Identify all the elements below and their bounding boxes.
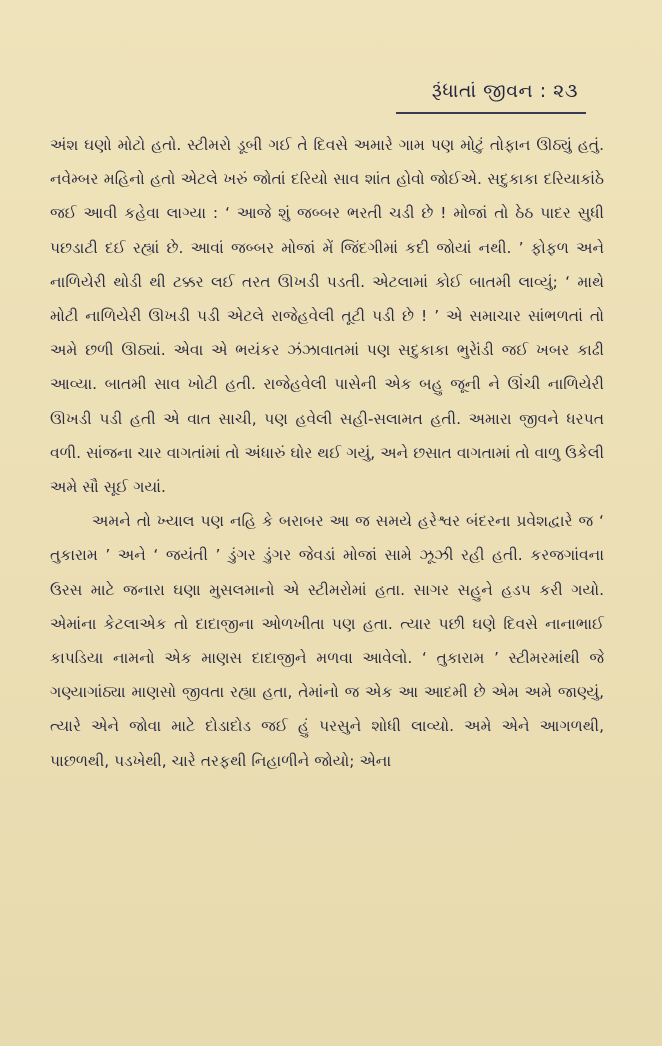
running-head: રૂંધાતાં જીવન : ૨૩ (431, 80, 578, 102)
paragraph-2: અમને તો ખ્યાલ પણ નહિ કે બરાબર આ જ સમયે હરેશ્વર બંદરના પ્રવેશદ્વારે જ ‘ તુકારામ ’ અને ‘ જયંતી ’ ડુંગર ડુંગર જેવડાં મોજાં સામે ઝૂઝી રહી હતી. કરજગાંવના ઉરસ માટે જનારા ઘણા મુસલમાનો એ સ્ટીમરોમાં હતા. સાગર સહુને હડપ કરી ગયો. એમાંના કેટલાએક તો દાદાજીના ઓળખીતા પણ હતા. ત્યાર પછી ઘણે દિવસે નાનાભાઈ કાપડિયા નામનો એક માણસ દાદાજીને મળવા આવેલો. ‘ તુકારામ ’ સ્ટીમરમાંથી જે ગણ્યાગાંઠ્યા માણસો જીવતા રહ્યા હતા, તેમાંનો જ એક આ આદમી છે એમ અમે જાણ્યું, ત્યારે એને જોવા માટે દોડાદોડ જઈ હું પરસુને શોધી લાવ્યો. અમે એને આગળથી, પાછળથી, પડખેથી, ચારે તરફથી નિહાળીને જોયો; એના (50, 512, 604, 770)
body-text (50, 128, 604, 778)
header-rule (396, 112, 586, 114)
paragraph-1: અંશ ઘણો મોટો હતો. સ્ટીમરો ડૂબી ગઈ તે દિવસે અમારે ગામ પણ મોટું તોફાન ઊઠ્યું હતું. નવેમ્બર મહિનો હતો એટલે ખરું જોતાં દરિયો સાવ શાંત હોવો જોઈએ. સદુકાકા દરિયાકાંઠે જઈ આવી કહેવા લાગ્યા : ‘ આજે શું જબ્બર ભરતી ચડી છે ! મોજાં તો ઠેઠ પાદર સુધી પછડાટી દઈ રહ્યાં છે. આવાં જબ્બર મોજાં મેં જિંદગીમાં કદી જોયાં નથી. ’ ફોફળ અને નાળિયેરી થોડી થી ટક્કર લઈ તરત ઊખડી પડતી. એટલામાં કોઈ બાતમી લાવ્યું; ‘ માથે મોટી નાળિયેરી ઊખડી પડી એટલે રાજેહવેલી તૂટી પડી છે ! ’ એ સમાચાર સાંભળતાં તો અમે છળી ઊઠ્યાં. એવા એ ભયંકર ઝંઝાવાતમાં પણ સદુકાકા ભુરેાંડી જઈ ખબર કાઢી આવ્યા. બાતમી સાવ ખોટી હતી. રાજેહવેલી પાસેની એક બહુ જૂની ને ઊંચી નાળિયેરી ઊખડી પડી હતી એ વાત સાચી, પણ હવેલી સહી-સલામત હતી. અમારા જીવને ધરપત વળી. સાંજના ચાર વાગતાંમાં તો અંધારું ઘોર થઈ ગયું, અને છસાત વાગતામાં તો વાળુ ઉકેલી અમે સૌ સૂઈ ગયાં. (50, 136, 604, 497)
